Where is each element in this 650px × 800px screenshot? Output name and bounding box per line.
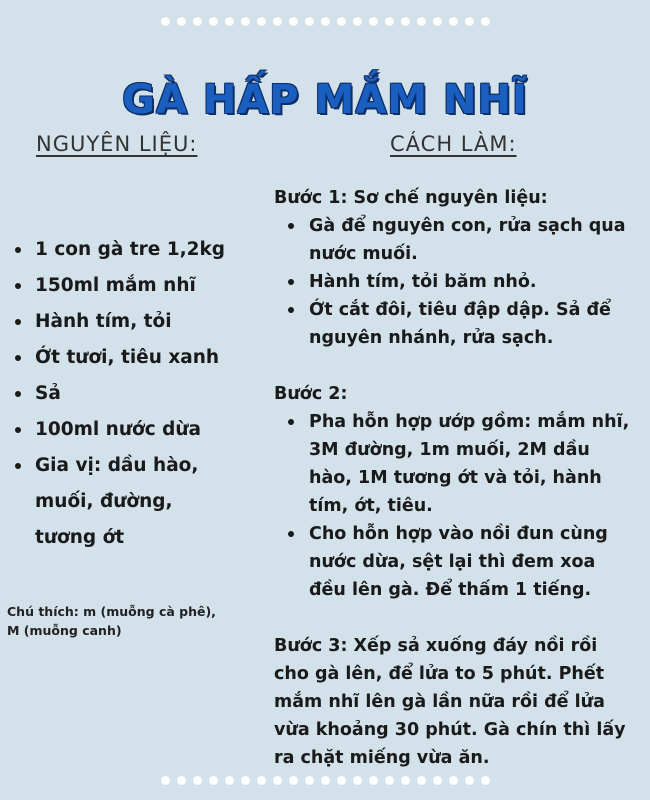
step-1-title: Bước 1: Sơ chế nguyên liệu: [274,188,548,208]
step-1-list [274,212,644,352]
method-steps [274,184,644,772]
step-item: Ớt cắt đôi, tiêu đập dập. Sả để nguyên nhánh, rửa sạch. [274,296,644,352]
bottom-dot-border [0,776,650,785]
step-item: Gà để nguyên con, rửa sạch qua nước muối. [274,212,644,268]
step-2-list [274,408,644,604]
ingredient-item: 100ml nước dừa [12,412,252,448]
step-2-title: Bước 2: [274,384,348,404]
top-dot-border [0,17,650,26]
ingredient-item: Sả [12,376,252,412]
ingredients-list [12,232,252,556]
ingredients-heading: NGUYÊN LIỆU: [36,132,198,156]
measurement-note: Chú thích: m (muỗng cà phê), M (muỗng canh) [7,604,216,638]
ingredient-item: Hành tím, tỏi [12,304,252,340]
ingredient-item: 150ml mắm nhĩ [12,268,252,304]
ingredient-item: 1 con gà tre 1,2kg [12,232,252,268]
step-item: Pha hỗn hợp ướp gồm: mắm nhĩ, 3M đường, 1m muối, 2M dầu hào, 1M tương ớt và tỏi, hành tím, ớt, tiêu. [274,408,644,520]
step-item: Hành tím, tỏi băm nhỏ. [274,268,644,296]
method-heading: CÁCH LÀM: [390,132,517,156]
recipe-title: GÀ HẤP MẮM NHĨ [122,76,528,123]
ingredient-item: Ớt tươi, tiêu xanh [12,340,252,376]
step-3-text: Bước 3: Xếp sả xuống đáy nồi rồi cho gà lên, để lửa to 5 phút. Phết mắm nhĩ lên gà lần nữa rồi để lửa vừa khoảng 30 phút. Gà chín thì lấy ra chặt miếng vừa ăn. [274,636,626,768]
step-item: Cho hỗn hợp vào nồi đun cùng nước dừa, sệt lại thì đem xoa đều lên gà. Để thấm 1 tiếng. [274,520,644,604]
ingredient-item: Gia vị: dầu hào, muối, đường, tương ớt [12,448,252,556]
